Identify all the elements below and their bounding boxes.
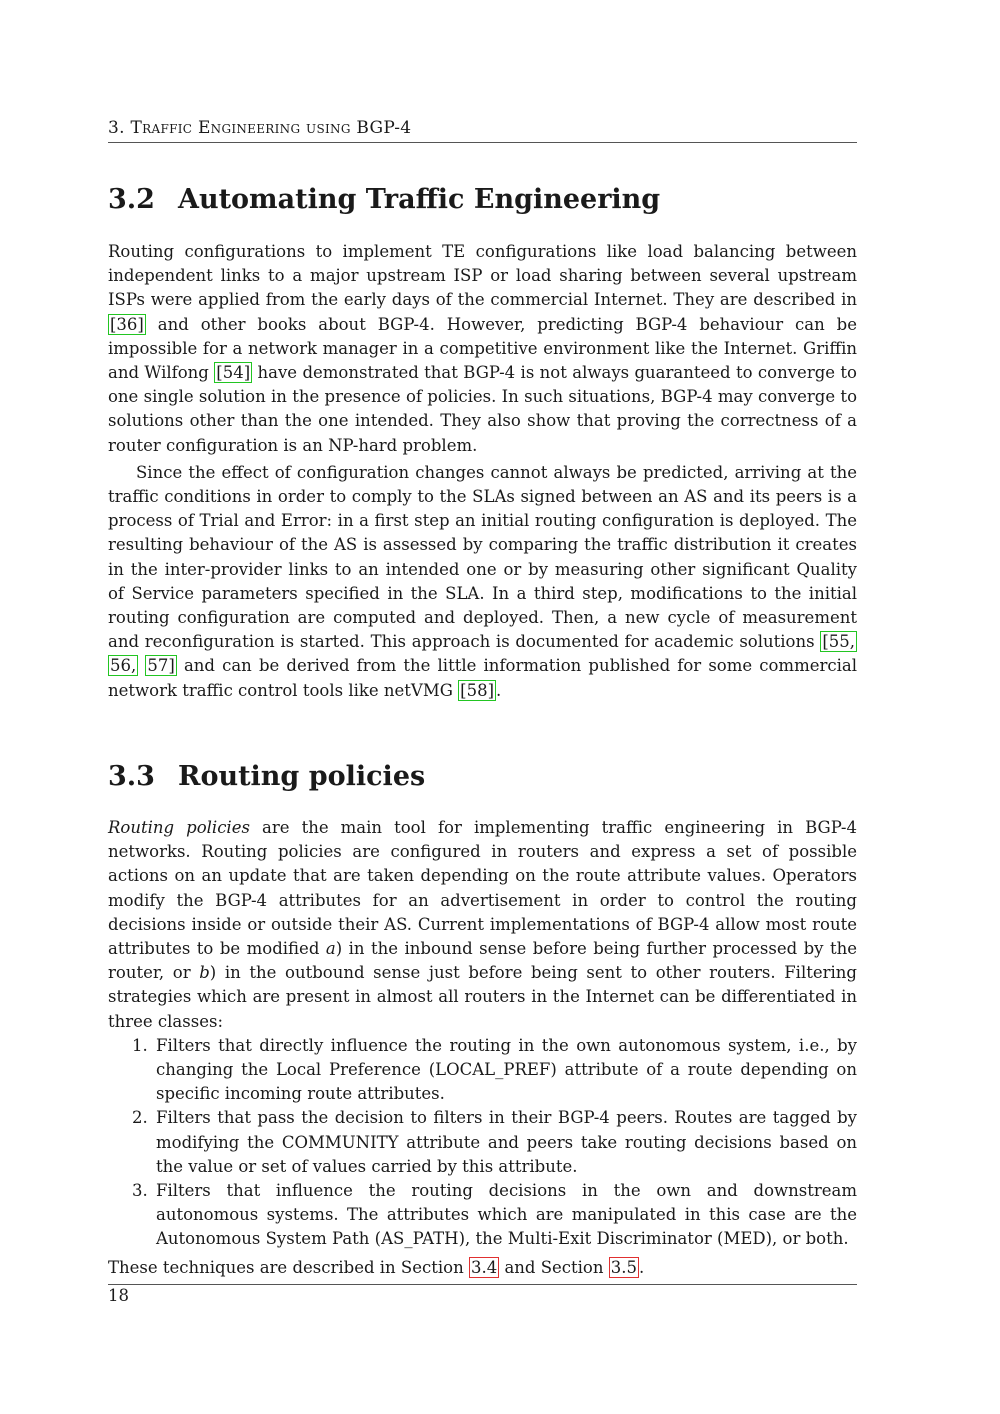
paragraph — [108, 240, 857, 458]
text-run: ) in the outbound sense just before being sent to other routers. Filtering strategies which are present in almost all routers in the Internet can be differentiated in three classes: — [108, 963, 857, 1031]
text-run: are the main tool for implementing traffic engineering in BGP-4 networks. Routing policies are configured in routers and express a set of possible actions on an update that are taken depending on the route attribute values. Operators modify the BGP-4 attributes for an advertisement in order to control the routing decisions inside or outside their AS. Current implementations of BGP-4 allow most route attributes to be modified — [108, 818, 857, 959]
emphasis: b — [199, 963, 210, 983]
text-run: have demonstrated that BGP-4 is not always guaranteed to converge to one single solution in the presence of policies. In such situations, BGP-4 may converge to solutions other than the one intended. They also show that proving the correctness of a router configuration is an NP-hard problem. — [108, 363, 857, 455]
section-number: 3.3 — [108, 761, 155, 792]
list-marker: 2. — [132, 1108, 148, 1128]
header-rule — [108, 142, 857, 143]
citation-link[interactable]: 56, — [110, 656, 137, 676]
section-heading-3-2 — [108, 183, 857, 217]
text-run: Routing configurations to implement TE configurations like load balancing between independent links to a major upstream ISP or load sharing between several upstream ISPs were applied from the early days of the commercial Internet. They are described in — [108, 242, 857, 310]
paragraph — [108, 816, 857, 1034]
citation-link[interactable]: [55, — [822, 632, 855, 652]
citation-link[interactable]: [58] — [460, 680, 495, 700]
citation-link[interactable]: [36] — [110, 314, 144, 334]
list-marker: 3. — [132, 1181, 148, 1201]
section-title: Automating Traffic Engineering — [178, 184, 661, 215]
section-3-2-body — [108, 240, 857, 703]
list-item-text: Filters that influence the routing decisions in the own and downstream autonomous systems. The attributes which are manipulated in this case are the Autonomous System Path (AS_PATH), the Multi-Exit Discriminator (MED), or both. — [156, 1181, 857, 1249]
footer-rule — [108, 1284, 857, 1285]
text-run: . — [496, 680, 502, 700]
list-item — [108, 1106, 857, 1179]
running-head: 3. Traffic Engineering using BGP-4 — [108, 118, 412, 138]
text-run: These techniques are described in Section — [108, 1257, 469, 1277]
section-reference-link[interactable]: 3.4 — [470, 1257, 498, 1277]
list-item — [108, 1179, 857, 1252]
list-item — [108, 1034, 857, 1107]
text-run: and other books about BGP-4. However, predicting BGP-4 behaviour can be impossible for a network manager in a competitive environment like the Internet. Griffin and Wilfong — [108, 314, 857, 383]
text-run: Since the effect of configuration changes cannot always be predicted, arriving at the traffic conditions in order to comply to the SLAs signed between an AS and its peers is a process of Trial and Error: in a first step an initial routing configuration is deployed. The resulting behaviour of the AS is assessed by comparing the traffic distribution it creates in the inter-provider links to an intended one or by measuring other significant Quality of Service parameters specified in the SLA. In a third step, modifications to the initial routing configuration are computed and deployed. Then, a new cycle of measurement and reconfiguration is started. This approach is documented for academic solutions — [108, 462, 857, 652]
paragraph — [108, 461, 857, 703]
citation-link[interactable]: [54] — [216, 363, 251, 383]
list-item-text: Filters that directly influence the routing in the own autonomous system, i.e., by changing the Local Preference (LOCAL_PREF) attribute of a route depending on specific incoming route attributes. — [156, 1035, 857, 1104]
paragraph — [108, 1256, 857, 1280]
text-run: ) in the inbound sense before being further processed by the router, or — [108, 939, 857, 983]
emphasis: a — [325, 939, 336, 959]
list-item-text: Filters that pass the decision to filters in their BGP-4 peers. Routes are tagged by modifying the COMMUNITY attribute and peers take routing decisions based on the value or set of values carried by this attribute. — [156, 1108, 857, 1176]
section-heading-3-3 — [108, 760, 857, 794]
citation-link[interactable]: 57] — [147, 656, 175, 676]
section-title: Routing policies — [178, 761, 426, 792]
text-run: and Section — [499, 1257, 609, 1277]
section-reference-link[interactable]: 3.5 — [610, 1257, 637, 1277]
text-run: and can be derived from the little information published for some commercial network traffic control tools like netVMG — [108, 656, 858, 700]
filter-class-list — [108, 1034, 857, 1252]
section-number: 3.2 — [108, 184, 155, 215]
page-number: 18 — [108, 1286, 129, 1305]
emphasis: Routing policies — [108, 818, 250, 837]
section-3-3-body — [108, 816, 857, 1280]
text-run: . — [639, 1257, 645, 1277]
list-marker: 1. — [132, 1035, 148, 1055]
